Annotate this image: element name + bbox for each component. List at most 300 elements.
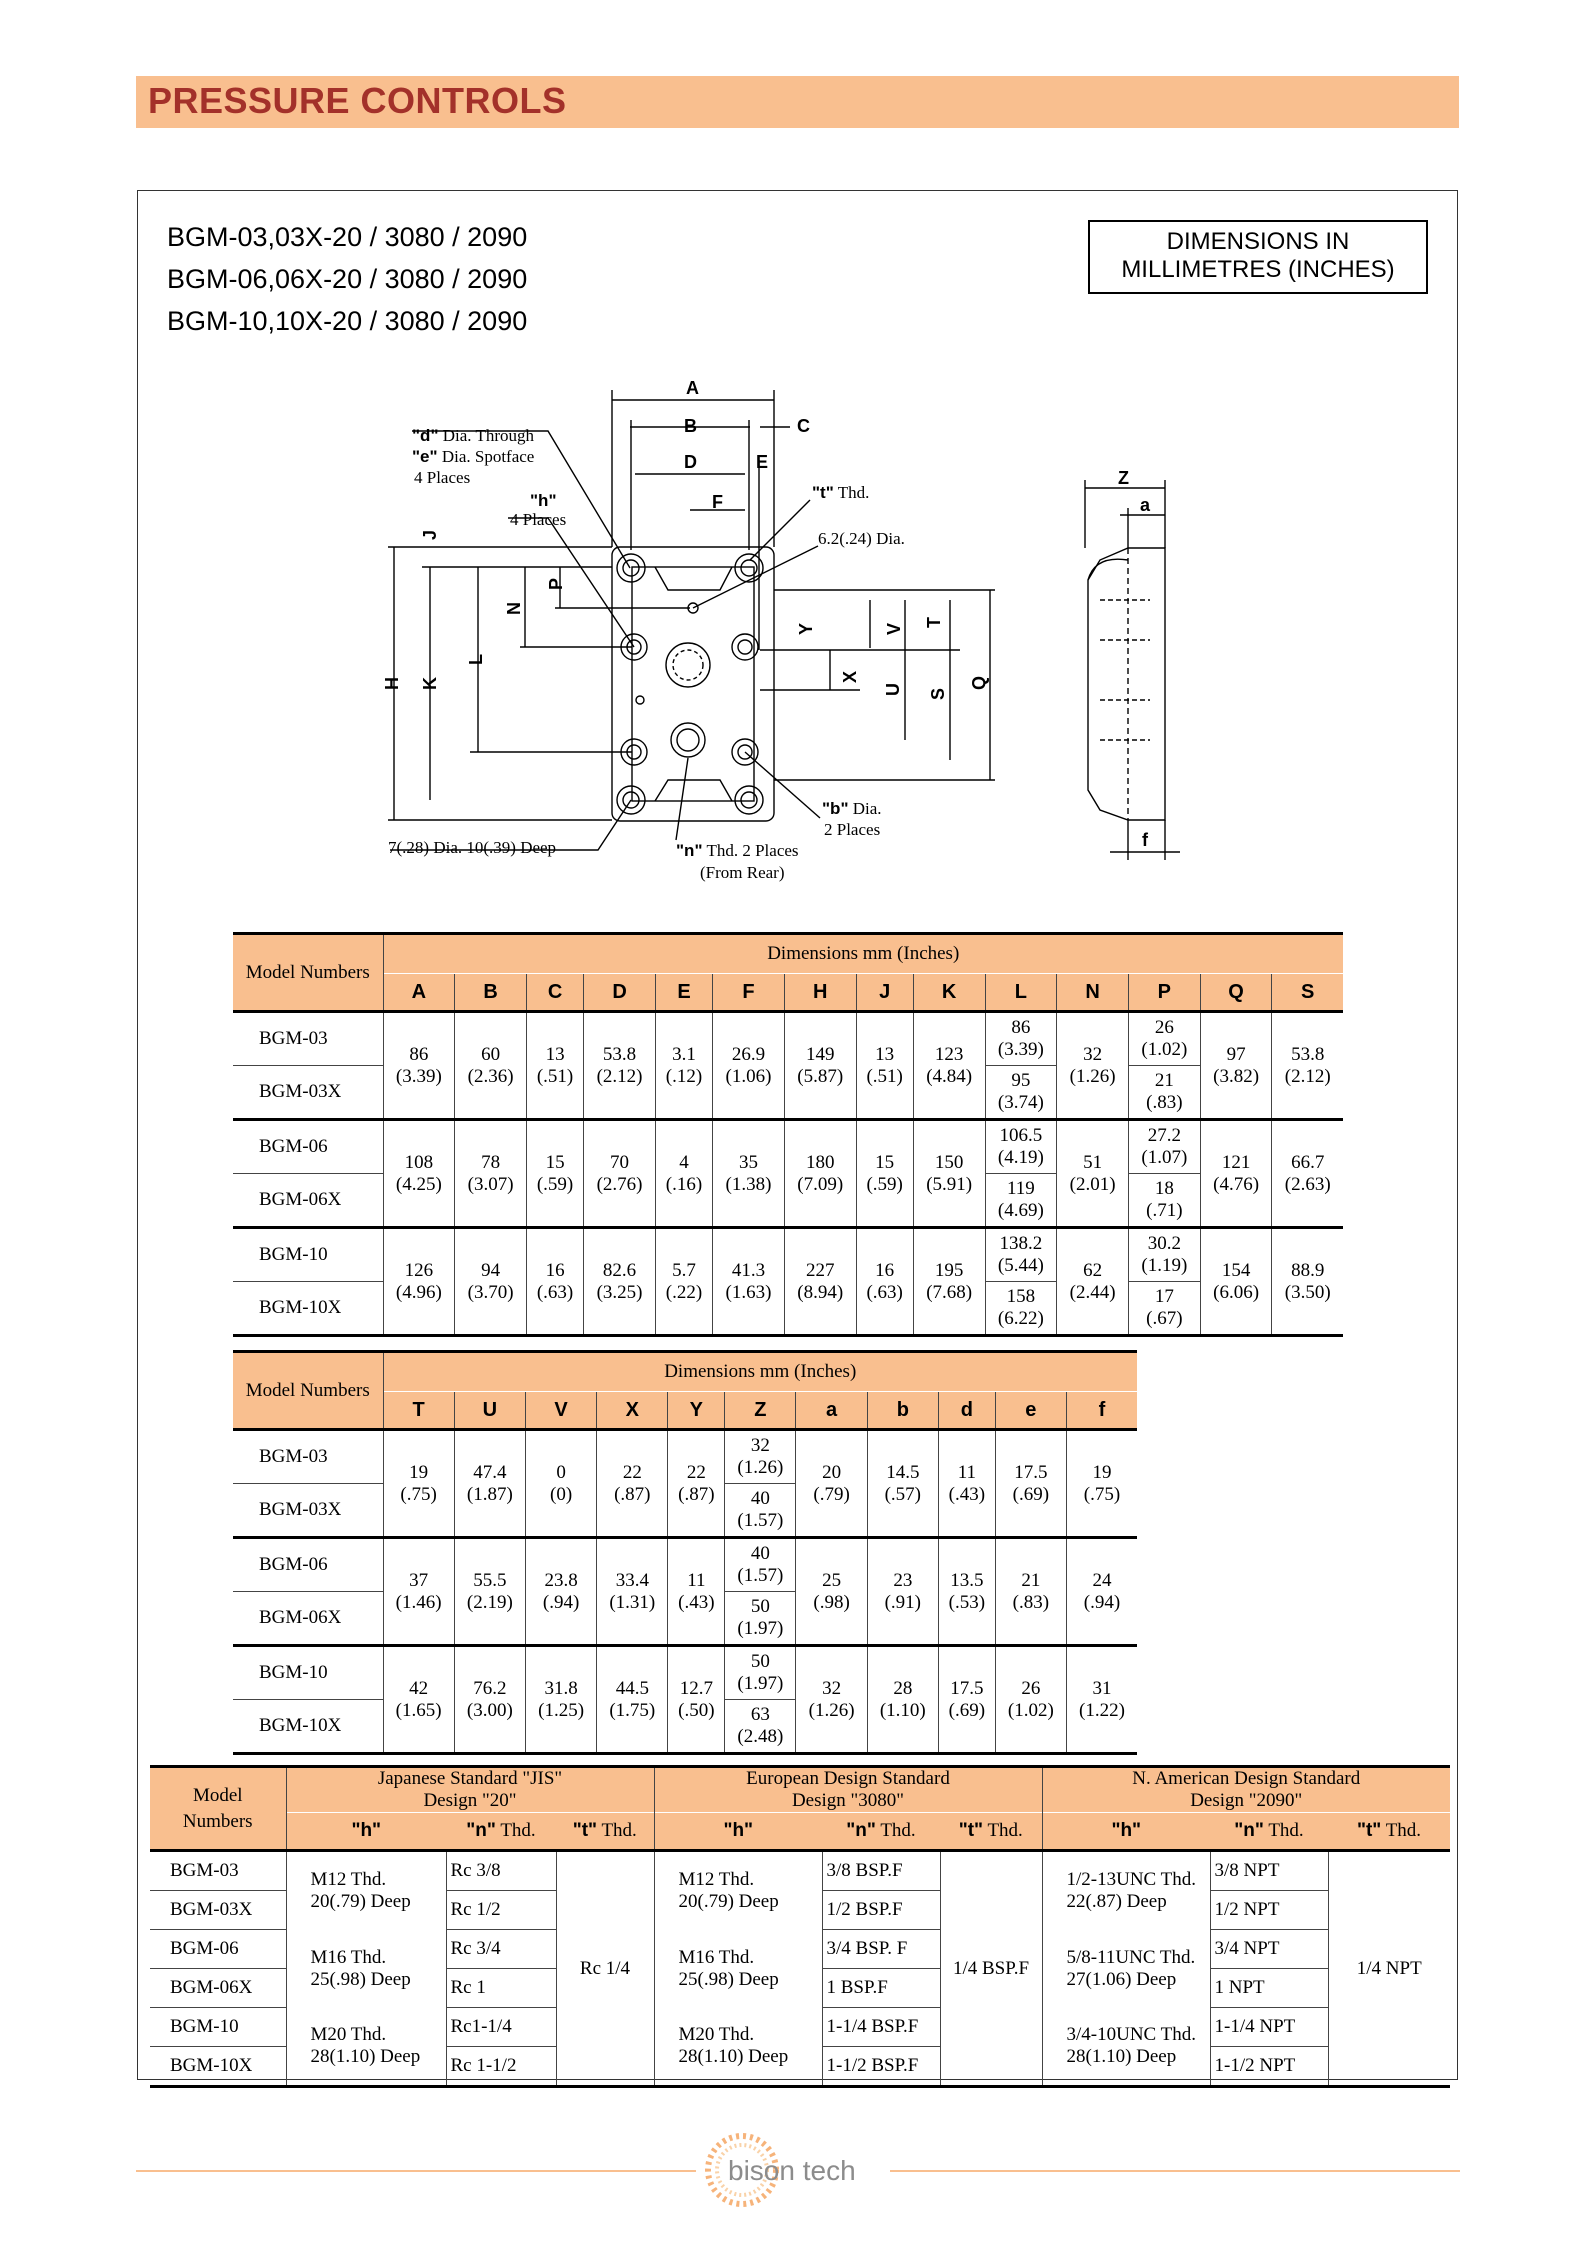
column-header: T: [383, 1392, 454, 1430]
value-mm: 154: [1221, 1259, 1251, 1281]
column-header: S: [1272, 974, 1343, 1012]
footer-line-left: [136, 2170, 696, 2172]
table-cell: [597, 1430, 668, 1538]
table-cell: [584, 1228, 656, 1336]
value-inch: (6.06): [1213, 1281, 1260, 1303]
table-cell: [985, 1066, 1057, 1120]
value-mm: 138.2: [999, 1233, 1043, 1254]
table-cell: [526, 1012, 583, 1120]
n-thread-cell: 1/2 NPT: [1210, 1891, 1328, 1930]
sub-header-n: [822, 1813, 940, 1851]
column-header: d: [938, 1392, 995, 1430]
dim-letter: f: [1142, 830, 1148, 850]
n-label: "n": [676, 841, 703, 860]
dim-letter: F: [712, 492, 723, 512]
sub-header-t: [556, 1813, 654, 1851]
value-inch: (4.19): [997, 1147, 1044, 1168]
thread-size: M16 Thd.: [678, 1946, 755, 1968]
model-header: Model Numbers: [150, 1767, 286, 1851]
t-thread-cell: Rc 1/4: [556, 1851, 654, 2087]
value-mm: 40: [750, 1488, 770, 1509]
n-thread-cell: Rc 1/2: [446, 1891, 556, 1930]
h-thread-cell: [286, 2008, 446, 2087]
standard-jis: [286, 1767, 654, 1813]
table-cell: [796, 1430, 867, 1538]
thread-size: M20 Thd.: [310, 2024, 387, 2046]
table-row-label: BGM-03X: [233, 1066, 383, 1120]
value-mm: 108: [404, 1151, 434, 1173]
table-cell: [1272, 1120, 1343, 1228]
value-mm: 86: [409, 1043, 429, 1065]
column-header: C: [526, 974, 583, 1012]
thread-depth: 25(.98) Deep: [678, 1968, 779, 1990]
value-mm: 17.5: [1014, 1461, 1048, 1483]
value-inch: (.12): [665, 1065, 703, 1087]
thread-depth: 25(.98) Deep: [310, 1968, 411, 1990]
value-mm: 19: [409, 1461, 429, 1483]
column-header: P: [1128, 974, 1200, 1012]
label: Thd.: [1381, 1820, 1422, 1841]
n-text: Thd. 2 Places: [702, 841, 799, 860]
b-label: "b": [822, 799, 849, 818]
model-header: Model Numbers: [233, 1352, 383, 1430]
value-mm: 78: [481, 1151, 501, 1173]
value-mm: 123: [934, 1043, 964, 1065]
units-line: DIMENSIONS IN: [1166, 228, 1350, 255]
value-mm: 42: [409, 1677, 429, 1699]
value-inch: (2.19): [466, 1591, 513, 1613]
table-cell: [725, 1538, 796, 1592]
dimensions-table-2: [233, 1350, 1137, 1755]
value-inch: (.87): [614, 1483, 651, 1505]
column-header: a: [796, 1392, 867, 1430]
value-inch: (1.65): [395, 1699, 442, 1721]
table-cell: [725, 1484, 796, 1538]
table-cell: [584, 1120, 656, 1228]
dim-letter: K: [420, 677, 440, 690]
table-row-label: BGM-10X: [233, 1700, 383, 1754]
value-mm: 16: [875, 1259, 895, 1281]
d-label: "d": [412, 426, 439, 445]
value-mm: 195: [934, 1259, 964, 1281]
value-inch: (.57): [884, 1483, 922, 1505]
label: Thd.: [1263, 1820, 1304, 1841]
standard-line: European Design Standard: [746, 1768, 950, 1789]
value-mm: 66.7: [1291, 1151, 1325, 1173]
b-text: Dia.: [848, 799, 882, 818]
value-mm: 4: [679, 1151, 689, 1173]
thread-size: M12 Thd.: [678, 1868, 755, 1890]
value-inch: (.87): [678, 1483, 715, 1505]
value-mm: 106.5: [999, 1125, 1043, 1146]
column-header: V: [525, 1392, 596, 1430]
value-inch: (4.96): [395, 1281, 442, 1303]
table-cell: [784, 1120, 856, 1228]
table-cell: [713, 1228, 785, 1336]
value-inch: (2.76): [596, 1173, 643, 1195]
value-mm: 21: [1021, 1569, 1041, 1591]
table-cell: [985, 1012, 1057, 1066]
thread-depth: 20(.79) Deep: [678, 1890, 779, 1912]
value-inch: (.91): [884, 1591, 922, 1613]
value-inch: (.75): [1083, 1483, 1121, 1505]
value-mm: 22: [622, 1461, 642, 1483]
value-inch: (.75): [400, 1483, 437, 1505]
sub-header-t: [1328, 1813, 1450, 1851]
t-thread-cell: 1/4 BSP.F: [940, 1851, 1042, 2087]
table-row-label: BGM-06X: [233, 1592, 383, 1646]
value-mm: 19: [1092, 1461, 1112, 1483]
dim-letter: Q: [969, 675, 989, 690]
table-row-label: BGM-06: [233, 1120, 383, 1174]
column-header: A: [383, 974, 455, 1012]
sub-header-t: [940, 1813, 1042, 1851]
table-cell: [383, 1120, 455, 1228]
thread-size: M16 Thd.: [310, 1946, 387, 1968]
sub-header-h: [654, 1813, 822, 1851]
value-mm: 180: [805, 1151, 835, 1173]
logo-text: bison tech: [728, 2155, 856, 2186]
column-header: U: [454, 1392, 525, 1430]
dim-letter: J: [420, 529, 440, 540]
value-mm: 25: [822, 1569, 842, 1591]
annotation-h-places: 4 Places: [510, 510, 567, 529]
value-mm: 158: [1006, 1286, 1036, 1307]
value-inch: (5.91): [926, 1173, 973, 1195]
table-row-label: BGM-06: [150, 1930, 286, 1969]
n-thread-cell: 1-1/2 BSP.F: [822, 2047, 940, 2087]
label: Thd.: [983, 1820, 1023, 1841]
e-label: "e": [412, 447, 438, 466]
thread-depth: 28(1.10) Deep: [1066, 2046, 1177, 2068]
dim-letter: L: [466, 654, 486, 665]
table-cell: [725, 1646, 796, 1700]
table-cell: [383, 1012, 455, 1120]
thread-size: 1/2-13UNC Thd.: [1066, 1868, 1196, 1890]
column-header: b: [867, 1392, 938, 1430]
table-cell: [1200, 1012, 1272, 1120]
table-row-label: BGM-06X: [233, 1174, 383, 1228]
table-cell: [1066, 1646, 1137, 1754]
value-inch: (1.97): [737, 1618, 784, 1639]
label: Thd.: [875, 1820, 916, 1841]
table-cell: [454, 1430, 525, 1538]
t-label: "t": [812, 483, 834, 502]
value-mm: 44.5: [615, 1677, 649, 1699]
value-mm: 15: [875, 1151, 895, 1173]
value-inch: (5.87): [797, 1065, 844, 1087]
value-mm: 13: [875, 1043, 895, 1065]
dimensions-header: Dimensions mm (Inches): [383, 1352, 1137, 1392]
table-cell: [938, 1430, 995, 1538]
dim-letter: V: [884, 622, 904, 635]
value-mm: 21: [1154, 1070, 1174, 1091]
n-thread-cell: 1-1/4 BSP.F: [822, 2008, 940, 2047]
value-mm: 20: [822, 1461, 842, 1483]
table-row-label: BGM-03: [150, 1851, 286, 1891]
table-cell: [995, 1430, 1066, 1538]
value-inch: (1.07): [1141, 1147, 1188, 1168]
value-mm: 126: [404, 1259, 434, 1281]
value-inch: (2.12): [596, 1065, 643, 1087]
d-text: Dia. Through: [438, 426, 535, 445]
table-cell: [525, 1646, 596, 1754]
thread-depth: 27(1.06) Deep: [1066, 1968, 1177, 1990]
sub-header-h: [1042, 1813, 1210, 1851]
table-cell: [1066, 1538, 1137, 1646]
dim-letter: H: [382, 677, 402, 690]
value-inch: (3.39): [997, 1039, 1044, 1060]
t-text: Thd.: [833, 483, 870, 502]
dim-letter: A: [686, 378, 699, 398]
value-inch: (1.57): [737, 1510, 784, 1531]
table-cell: [725, 1430, 796, 1484]
annotation-dia7: 7(.28) Dia. 10(.39) Deep: [388, 838, 557, 857]
value-inch: (5.44): [997, 1255, 1044, 1276]
table-cell: [1128, 1228, 1200, 1282]
value-inch: (.63): [536, 1281, 574, 1303]
dim-letter: U: [883, 683, 903, 696]
value-mm: 14.5: [886, 1461, 920, 1483]
dim-letter: S: [928, 687, 948, 700]
value-mm: 0: [556, 1461, 566, 1483]
table-row-label: BGM-03: [233, 1430, 383, 1484]
e-text: Dia. Spotface: [437, 447, 535, 466]
dim-letter: B: [684, 416, 697, 436]
value-mm: 32: [822, 1677, 842, 1699]
value-mm: 76.2: [473, 1677, 507, 1699]
annotation-dia62: 6.2(.24) Dia.: [818, 529, 905, 548]
annotation-e: [412, 447, 534, 466]
value-mm: 32: [750, 1435, 770, 1456]
dim-letter: X: [840, 670, 860, 683]
standard-line: Japanese Standard "JIS": [377, 1768, 563, 1789]
value-inch: (1.26): [808, 1699, 855, 1721]
table-cell: [383, 1228, 455, 1336]
table-cell: [856, 1228, 913, 1336]
value-inch: (3.07): [467, 1173, 514, 1195]
table-row-label: BGM-03X: [150, 1891, 286, 1930]
value-mm: 32: [1083, 1043, 1103, 1065]
label: "t": [958, 1820, 984, 1841]
table-cell: [454, 1538, 525, 1646]
value-inch: (1.87): [466, 1483, 513, 1505]
value-mm: 31.8: [544, 1677, 578, 1699]
column-header: f: [1066, 1392, 1137, 1430]
value-inch: (7.09): [797, 1173, 844, 1195]
table-cell: [597, 1538, 668, 1646]
table-cell: [1128, 1012, 1200, 1066]
value-mm: 12.7: [679, 1677, 713, 1699]
table-cell: [938, 1646, 995, 1754]
column-header: Q: [1200, 974, 1272, 1012]
value-mm: 70: [610, 1151, 630, 1173]
n-thread-cell: 3/8 BSP.F: [822, 1851, 940, 1891]
dim-letter: Y: [796, 622, 816, 635]
value-mm: 3.1: [672, 1043, 696, 1065]
table-cell: [784, 1012, 856, 1120]
value-inch: (1.22): [1079, 1699, 1125, 1721]
value-mm: 26: [1154, 1017, 1174, 1038]
model-line: BGM-06,06X-20 / 3080 / 2090: [167, 264, 528, 294]
value-mm: 23: [893, 1569, 913, 1591]
column-header: E: [655, 974, 712, 1012]
model-line: BGM-10,10X-20 / 3080 / 2090: [167, 306, 528, 336]
column-header: X: [597, 1392, 668, 1430]
n-thread-cell: 1 BSP.F: [822, 1969, 940, 2008]
annotation-d: [412, 426, 535, 445]
n-thread-cell: 1 NPT: [1210, 1969, 1328, 2008]
value-inch: (.94): [542, 1591, 580, 1613]
units-line: MILLIMETRES (INCHES): [1121, 256, 1395, 283]
value-mm: 22: [686, 1461, 706, 1483]
annotation-b-places: 2 Places: [824, 820, 881, 839]
h-thread-cell: [1042, 1851, 1210, 1930]
value-inch: (.59): [536, 1173, 574, 1195]
thread-depth: 28(1.10) Deep: [678, 2046, 789, 2068]
table-cell: [985, 1228, 1057, 1282]
table-cell: [713, 1012, 785, 1120]
value-mm: 13.5: [950, 1569, 984, 1591]
value-inch: (2.36): [467, 1065, 514, 1087]
table-cell: [725, 1700, 796, 1754]
table-cell: [1057, 1012, 1129, 1120]
value-mm: 227: [805, 1259, 835, 1281]
value-inch: (.59): [866, 1173, 903, 1195]
label: "n": [1234, 1820, 1264, 1841]
value-mm: 150: [934, 1151, 964, 1173]
table-cell: [1057, 1228, 1129, 1336]
value-inch: (1.26): [737, 1457, 784, 1478]
table-row-label: BGM-10: [150, 2008, 286, 2047]
value-mm: 11: [687, 1569, 706, 1591]
standard-line: Design "3080": [791, 1790, 905, 1811]
dim-letter: N: [504, 602, 524, 615]
value-inch: (1.46): [395, 1591, 442, 1613]
label: Thd.: [495, 1820, 536, 1841]
value-mm: 30.2: [1147, 1233, 1181, 1254]
label: "n": [466, 1820, 496, 1841]
value-inch: (.51): [866, 1065, 903, 1087]
sub-header-n: [1210, 1813, 1328, 1851]
value-mm: 88.9: [1291, 1259, 1325, 1281]
table-cell: [655, 1228, 712, 1336]
n-thread-cell: Rc1-1/4: [446, 2008, 556, 2047]
standard-line: Design "20": [423, 1790, 517, 1811]
value-mm: 18: [1154, 1178, 1174, 1199]
value-inch: (2.48): [737, 1726, 784, 1747]
annotation-h: "h": [530, 491, 557, 510]
value-mm: 40: [750, 1543, 770, 1564]
table-cell: [867, 1538, 938, 1646]
table-cell: [526, 1228, 583, 1336]
value-inch: (.16): [665, 1173, 703, 1195]
value-mm: 5.7: [672, 1259, 696, 1281]
value-inch: (1.19): [1141, 1255, 1188, 1276]
table-cell: [1128, 1120, 1200, 1174]
table-cell: [784, 1228, 856, 1336]
table-cell: [796, 1646, 867, 1754]
value-mm: 95: [1011, 1070, 1031, 1091]
value-inch: (.98): [813, 1591, 850, 1613]
table-cell: [1200, 1120, 1272, 1228]
table-cell: [383, 1538, 454, 1646]
table-cell: [668, 1646, 725, 1754]
table-cell: [668, 1538, 725, 1646]
value-mm: 86: [1011, 1017, 1031, 1038]
table-cell: [856, 1120, 913, 1228]
table-cell: [796, 1538, 867, 1646]
column-header: J: [856, 974, 913, 1012]
value-mm: 28: [893, 1677, 913, 1699]
value-inch: (1.02): [1007, 1699, 1054, 1721]
value-inch: (8.94): [797, 1281, 844, 1303]
table-cell: [985, 1174, 1057, 1228]
dimensions-table-1: [233, 932, 1343, 1337]
value-mm: 35: [738, 1151, 758, 1173]
n-thread-cell: 1-1/4 NPT: [1210, 2008, 1328, 2047]
value-mm: 47.4: [473, 1461, 507, 1483]
value-inch: (.83): [1012, 1591, 1050, 1613]
value-inch: (.63): [866, 1281, 903, 1303]
label: "h": [351, 1820, 382, 1841]
model-header: Model Numbers: [233, 934, 383, 1012]
table-cell: [526, 1120, 583, 1228]
value-mm: 16: [545, 1259, 565, 1281]
n-thread-cell: 3/4 NPT: [1210, 1930, 1328, 1969]
thread-depth: 28(1.10) Deep: [310, 2046, 421, 2068]
value-inch: (1.97): [737, 1673, 784, 1694]
sub-header-n: [446, 1813, 556, 1851]
t-thread-cell: 1/4 NPT: [1328, 1851, 1450, 2087]
value-mm: 27.2: [1147, 1125, 1181, 1146]
column-header: K: [913, 974, 985, 1012]
standard-line: Design "2090": [1190, 1790, 1303, 1811]
value-inch: (1.26): [1069, 1065, 1116, 1087]
value-inch: (.53): [948, 1591, 986, 1613]
value-inch: (3.25): [596, 1281, 643, 1303]
thread-size: M20 Thd.: [678, 2024, 755, 2046]
value-inch: (1.10): [879, 1699, 926, 1721]
value-inch: (6.22): [997, 1308, 1044, 1329]
value-mm: 13: [545, 1043, 565, 1065]
table-cell: [856, 1012, 913, 1120]
thread-standards-table: [150, 1765, 1450, 2088]
label: "n": [846, 1820, 876, 1841]
value-mm: 63: [750, 1704, 770, 1725]
n-thread-cell: Rc 1-1/2: [446, 2047, 556, 2087]
table-row-label: BGM-06X: [150, 1969, 286, 2008]
table-cell: [1128, 1174, 1200, 1228]
value-mm: 37: [409, 1569, 429, 1591]
value-mm: 55.5: [473, 1569, 507, 1591]
value-inch: (4.69): [997, 1200, 1044, 1221]
bison-tech-logo: [700, 2128, 890, 2212]
value-inch: (.43): [678, 1591, 715, 1613]
dim-letter: Z: [1118, 468, 1129, 488]
value-inch: (7.68): [926, 1281, 973, 1303]
value-mm: 97: [1226, 1043, 1246, 1065]
dimensions-header: Dimensions mm (Inches): [383, 934, 1343, 974]
value-inch: (1.06): [725, 1065, 772, 1087]
value-mm: 31: [1092, 1677, 1112, 1699]
value-mm: 62: [1083, 1259, 1103, 1281]
model-line: BGM-03,03X-20 / 3080 / 2090: [167, 222, 528, 252]
table-cell: [1272, 1228, 1343, 1336]
table-cell: [455, 1012, 527, 1120]
value-mm: 26.9: [731, 1043, 766, 1065]
thread-depth: 22(.87) Deep: [1066, 1890, 1167, 1912]
